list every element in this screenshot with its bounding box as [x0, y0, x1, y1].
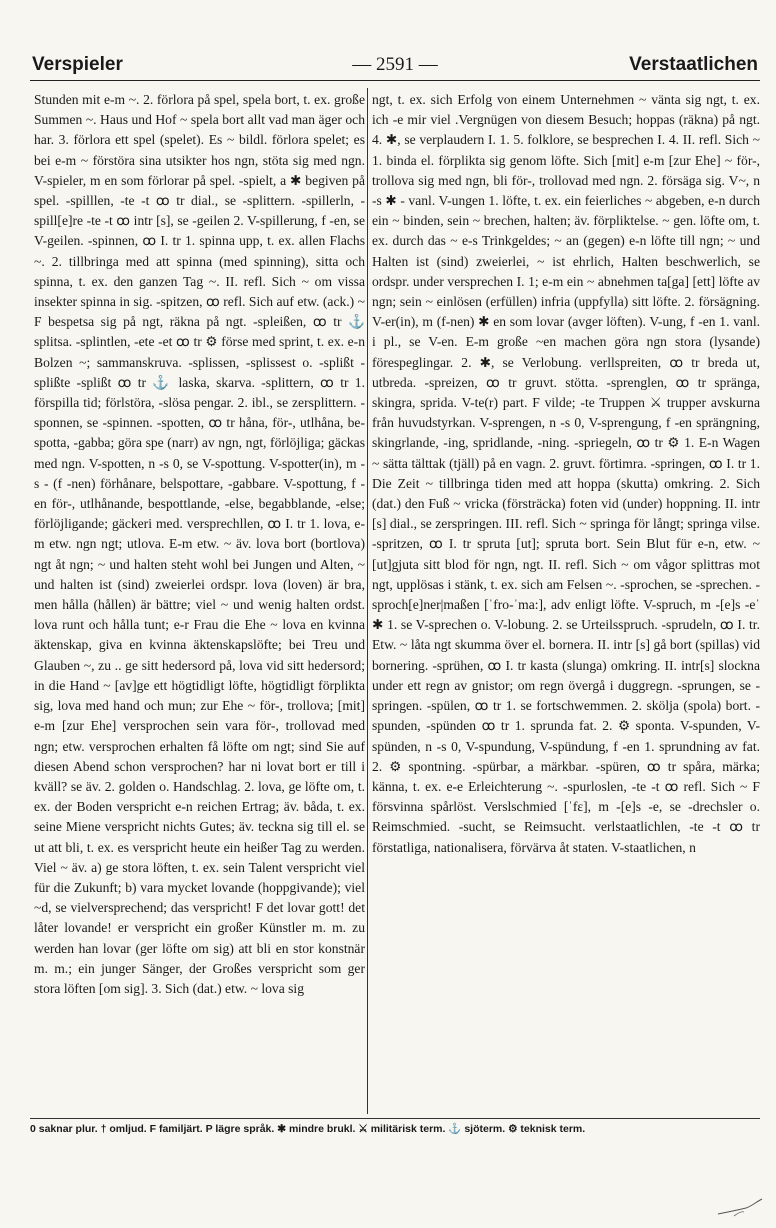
header-left-word: Verspieler: [32, 54, 123, 75]
left-column: [34, 90, 365, 1112]
page-header: [30, 44, 760, 81]
page-number: — 2591 —: [352, 54, 438, 75]
left-column-text: Stunden mit e-m ~. 2. förlora på spel, spela bort, t. ex. große Summen ~. Haus und Hof ~ spela bort allt vad man äger och har. 3. förlora ett spel (spelet). Es ~ bildl. förlora spelet; es bei e-m ~ förstöra sina utsikter hos ngn, stöta sig med ngn. V-spieler, m en som förlorar på spel. -spielt, a ✱ begiven på spel. -spilllen, -te -t ꝏ tr dial., se -splittern. -spillerln, -spill[e]re -te -t ꝏ intr [s], se -geilen 2. V-spillerung, f -en, se V-geilen. -spinnen, ꝏ I. tr 1. spinna upp, t. ex. allen Flachs ~. 2. tillbringa med att spinna (med spinning), sitta och spinna, t. ex. den ganzen Tag ~. II. refl. Sich ~ om vissa insekter spinna in sig. -spitzen, ꝏ refl. Sich auf etw. (ack.) ~ F bespetsa sig på ngt, räkna på ngt. -spleißen, ꝏ tr ⚓ splitsa. -splintlen, -ete -et ꝏ tr ⚙ förse med sprint, t. ex. e-n Bolzen ~; sammanskruva. -splissen, -splissest o. -splißt -splißte -splißt ꝏ tr ⚓ laska, skarva. -splittern, ꝏ tr 1. förspilla tid; förlstöra, -slösa pengar. 2. ibl., se zersplittern. -sponnen, se -spinnen. -spotten, ꝏ tr håna, för-, utlhåna, be-spotta, -gabba; göra spe (narr) av ngn, ngt, förlöjliga; gäckas med ngn. V-spotten, n -s 0, se V-spottung. V-spotter(in), m -s - (f -nen) förhånare, belspottare, -gabbare. V-spottung, f -en för-, utlhånande, bespottlande, -else, begabblande, -else; förlöjligande; gäckeri med. versprechllen, ꝏ I. tr 1. lova, e-m etw. ngn ngt; utlova. E-m etw. ~ äv. lova bort (bortlova) ngt åt ngn; ~ und halten steht wohl bei Jungen und Alten, ~ und halten ist (sind) zweierlei ordspr. lova (loven) är bra, men hålla (hållen) är bättre; viel ~ und wenig halten ordst. lova runt och hålla tunt; e-r Frau die Ehe ~ lova en kvinna äktenskap, giva en kvinna äktenskapslöfte; bei Treu und Glauben ~, zu .. ge sitt hedersord på, lova vid sitt hedersord; in die Hand ~ [av]ge ett högtidligt löfte, högtidligt förplikta sig, lova med hand och mun; zur Ehe ~ för-, trollova; [mit] e-m [zur Ehe] versprochen sein vara för-, trollovad med ngn; etw. versprochen erhalten få löfte om ngt; sind Sie auf diesen Abend schon versprochen? har ni lovat bort er till i kväll? se äv. 2. golden o. Handschlag. 2. lova, ge löfte om, t. ex. der Boden verspricht e-n reichen Ertrag; äv. båda, t. ex. seine Miene verspricht nichts Gutes; äv. teckna sig till el. se ut att bli, t. ex. es verspricht heute ein heißer Tag zu werden. Viel ~ äv. a) ge stora löften, t. ex. sein Talent verspricht viel für die Zukunft; b) vara mycket lovande (hoppgivande); viel ~d, se vielversprechend; das verspricht! F det lovar gott! det låter lovande! er verspricht ein großer Künstler m. m. zu werden han lovar (ger löfte om sig) att bli en stor konstnär m. m.; ein junger Sänger, der Großes verspricht som ger stora löften [om sig]. 3. Sich (dat.) etw. ~ lova sig: [34, 92, 365, 996]
footer-rule: [30, 1118, 760, 1119]
column-divider: [367, 88, 368, 1114]
right-column-text: ngt, t. ex. sich Erfolg von einem Unternehmen ~ vänta sig ngt, t. ex. ich -e mir viel .Vergnügen von diesem Besuch; hoppas (räkna) på ngt. 4. ✱, se verplaudern I. 1. 5. folklore, se besprechen I. 4. II. refl. Sich ~ 1. binda el. förplikta sig genom löfte. Sich [mit] e-m [zur Ehe] ~ för-, trollova sig med ngn, bli för-, trollovad med ngn. 2. försäga sig. V~, n -s ✱ - vanl. V-ungen 1. löfte, t. ex. ein feierliches ~ abgeben, e-n durch ein ~ binden, sein ~ brechen, halten; äv. förpliktelse. ~ gen. löfte om, t. ex. durch das ~ e-s Trinkgeldes; ~ an (gegen) e-n löfte till ngn; ~ und Halten ist (sind) zweierlei, ~ ist ehrlich, Halten beschwerlich, se ordspr. under versprechen I. 1; e-m ein ~ abnehmen ta[ga] [ett] löfte av ngn; sein ~ einlösen (erfüllen) infria (uppfylla) sitt löfte. 2. försägning. V-er(in), m (f-nen) ✱ en som lovar (avger löften). V-ung, f -en 1. vanl. i pl., se V-en. E-m große ~en machen göra ngn stora (lysande) förespeglingar. 2. ✱, se Verlobung. verllspreiten, ꝏ tr breda ut, utbreda. -spreizen, ꝏ tr gruvt. stötta. -sprenglen, ꝏ tr spränga, skingra, sprida. V-te(r) part. F vilde; -te Truppen ⚔ trupper avskurna från huvudstyrkan. V-sprengen, n -s 0, V-sprengung, f -en sprängning, skingrlande, -ing, spridlande, -ning. -spriegeln, ꝏ tr ⚙ 1. E-n Wagen ~ sätta tälttak (tjäll) på en vagn. 2. gruvt. förtimra. -springen, ꝏ I. tr 1. Die Zeit ~ tillbringa tiden med att hoppa (skutta) omkring. 2. Sich (dat.) den Fuß ~ vricka (försträcka) foten vid (under) hoppning. II. intr [s] dial., se zerspringen. III. refl. Sich ~ springa för långt; springa vilse. -spritzen, ꝏ I. tr spruta [ut]; spruta bort. Sein Blut für e-n, etw. ~ [ut]gjuta sitt blod för ngn, ngt. II. refl. Sich ~ om vågor splittras mot ngt, upplösas i stänk, t. ex. sich am Felsen ~. -sprochen, se -sprechen. -sproch[e]ner|maßen [ˈfro-ˈma:], adv enligt löfte. V-spruch, m -[e]s -eˈ ✱ 1. se V-sprechen o. V-lobung. 2. se Urteilsspruch. -sprudeln, ꝏ I. tr. Etw. ~ låta ngt skumma över el. bornera. II. intr [s] gå bort (spillas) vid bornering. -sprühen, ꝏ I. tr kasta (slunga) omkring. II. intr[s] slockna under ett regn av gnistor; om regn övergå i duggregn. -sprungen, se -springen. -spülen, ꝏ tr 1. se fortschwemmen. 2. skölja (spola) bort. -spunden, -spünden ꝏ tr 1. sprunda fat. 2. ⚙ sponta. V-spunden, V-spünden, n -s 0, V-spundung, V-spündung, f -en 1. sprundning av fat. 2. ⚙ spontning. -spürbar, a märkbar. -spüren, ꝏ tr spåra, märka; känna, t. ex. e-e Erleichterung ~. -spurloslen, -te -t ꝏ refl. Sich ~ F försvinna spårlöst. Verslschmied [ˈfɛ], m -[e]s -e, se -drechsler o. Reimschmied. -sucht, se Reimsucht. verlstaatlichlen, -te -t ꝏ tr förstatliga, nationalisera, förvärva åt staten. V-staatlichen, n: [372, 92, 760, 855]
abbreviation-legend: 0 saknar plur. † omljud. F familjärt. P lägre språk. ✱ mindre brukl. ⚔ militärisk term. ⚓ sjöterm. ⚙ teknisk term.: [30, 1123, 586, 1135]
right-column: [372, 90, 760, 1112]
pencil-mark: [716, 1196, 766, 1218]
header-right-word: Verstaatlichen: [629, 54, 758, 75]
